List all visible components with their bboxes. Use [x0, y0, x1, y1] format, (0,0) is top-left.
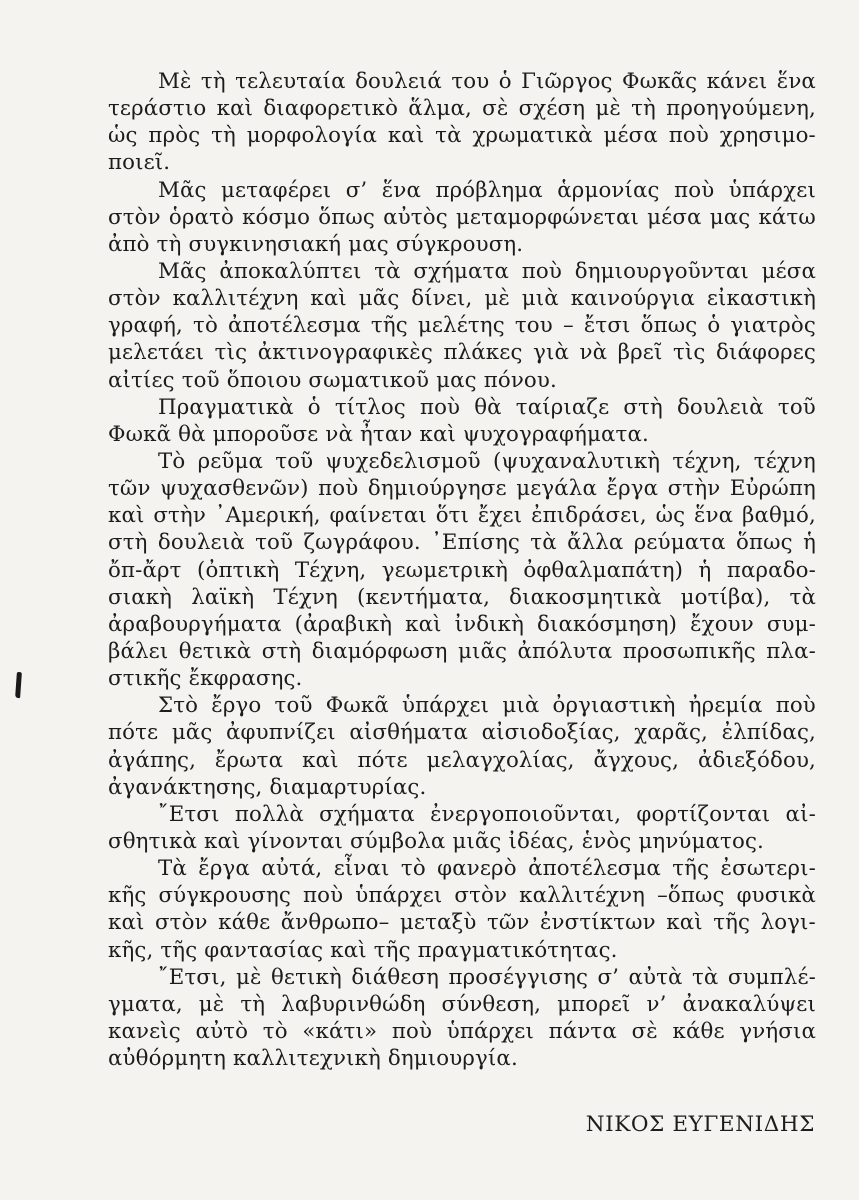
- text-line: γραφή, τὸ ἀποτέλεσμα τῆς μελέτης του – ἔτσι ὅπως ὁ γιατρὸς: [108, 313, 816, 339]
- text-line: βάλει θετικὰ στὴ διαμόρφωση μιᾶς ἀπόλυτα προσωπικῆς πλα-: [108, 638, 816, 664]
- text-line: Μᾶς ἀποκαλύπτει τὰ σχήματα ποὺ δημιουργοῦνται μέσα: [158, 258, 816, 284]
- text-line: σιακὴ λαϊκὴ Τέχνη (κεντήματα, διακοσμητικὰ μοτίβα), τὰ: [108, 584, 816, 610]
- ink-mark: [15, 672, 22, 698]
- text-line: Μὲ τὴ τελευταία δουλειά του ὁ Γιῶργος Φωκᾶς κάνει ἕνα: [158, 69, 816, 94]
- text-line: ῎Ετσι πολλὰ σχήματα ἐνεργοποιοῦνται, φορτίζονται αἰ-: [158, 801, 816, 827]
- text-line: κῆς σύγκρουσης ποὺ ὑπάρχει στὸν καλλιτέχνη –ὅπως φυσικὰ: [108, 883, 816, 909]
- text-line: Τὸ ρεῦμα τοῦ ψυχεδελισμοῦ (ψυχαναλυτικὴ τέχνη, τέχνη: [158, 448, 816, 474]
- text-line: κανεὶς αὐτὸ τὸ «κάτι» ποὺ ὑπάρχει πάντα σὲ κάθε γνήσια: [108, 1018, 816, 1044]
- body-text: [108, 68, 816, 1072]
- text-line: Πραγματικὰ ὁ τίτλος ποὺ θὰ ταίριαζε στὴ δουλειὰ τοῦ: [158, 394, 816, 420]
- text-line: μελετάει τὶς ἀκτινογραφικὲς πλάκες γιὰ νὰ βρεῖ τὶς διάφορες: [108, 340, 816, 366]
- text-line: στὸν ὁρατὸ κόσμο ὅπως αὐτὸς μεταμορφώνεται μέσα μας κάτω: [108, 204, 816, 230]
- text-line: καὶ στὸν κάθε ἄνθρωπο– μεταξὺ τῶν ἐνστίκτων καὶ τῆς λογι-: [108, 910, 816, 936]
- text-line: σθητικὰ καὶ γίνονται σύμβολα μιᾶς ἰδέας, ἑνὸς μηνύματος.: [108, 828, 764, 854]
- text-line: Φωκᾶ θὰ μποροῦσε νὰ ἦταν καὶ ψυχογραφήματα.: [108, 421, 649, 447]
- text-line: ῎Ετσι, μὲ θετικὴ διάθεση προσέγγισης σ’ αὐτὰ τὰ συμπλέ-: [158, 964, 816, 990]
- text-line: πότε μᾶς ἀφυπνίζει αἰσθήματα αἰσιοδοξίας, χαρᾶς, ἐλπίδας,: [108, 720, 816, 746]
- text-line: αὐθόρμητη καλλιτεχνικὴ δημιουργία.: [108, 1046, 518, 1072]
- text-line: καὶ στὴν ᾿Αμερική, φαίνεται ὅτι ἔχει ἐπιδράσει, ὡς ἕνα βαθμό,: [108, 503, 816, 529]
- text-line: Τὰ ἔργα αὐτά, εἶναι τὸ φανερὸ ἀποτέλεσμα τῆς ἐσωτερι-: [158, 856, 816, 882]
- text-line: ἀγάπης, ἔρωτα καὶ πότε μελαγχολίας, ἄγχους, ἀδιεξόδου,: [108, 747, 816, 773]
- text-line: στὸν καλλιτέχνη καὶ μᾶς δίνει, μὲ μιὰ καινούργια εἰκαστικὴ: [108, 286, 816, 312]
- text-line: ὄπ-ἄρτ (ὀπτικὴ Τέχνη, γεωμετρικὴ ὀφθαλμαπάτη) ἡ παραδο-: [108, 557, 816, 583]
- text-line: στικῆς ἔκφρασης.: [108, 666, 303, 692]
- text-line: κῆς, τῆς φαντασίας καὶ τῆς πραγματικότητας.: [108, 937, 618, 963]
- text-line: ἀπὸ τὴ συγκινησιακή μας σύγκρουση.: [108, 231, 524, 257]
- author-signature: ΝΙΚΟΣ ΕΥΓΕΝΙΔΗΣ: [585, 1112, 815, 1137]
- text-line: γματα, μὲ τὴ λαβυρινθώδη σύνθεση, μπορεῖ ν’ ἀνακαλύψει: [108, 991, 816, 1017]
- text-line: Στὸ ἔργο τοῦ Φωκᾶ ὑπάρχει μιὰ ὀργιαστικὴ ἠρεμία ποὺ: [158, 693, 816, 719]
- text-line: ὡς πρὸς τὴ μορφολογία καὶ τὰ χρωματικὰ μέσα ποὺ χρησιμο-: [108, 123, 816, 149]
- text-line: ἀγανάκτησης, διαμαρτυρίας.: [108, 774, 427, 800]
- text-line: ἀραβουργήματα (ἀραβικὴ καὶ ἰνδικὴ διακόσμηση) ἔχουν συμ-: [108, 611, 816, 637]
- text-line: τῶν ψυχασθενῶν) ποὺ δημιούργησε μεγάλα ἔργα στὴν Εὐρώπη: [108, 476, 816, 502]
- text-line: στὴ δουλειὰ τοῦ ζωγράφου. ᾿Επίσης τὰ ἄλλα ρεύματα ὅπως ἡ: [108, 530, 816, 556]
- text-line: Μᾶς μεταφέρει σ’ ἕνα πρόβλημα ἁρμονίας ποὺ ὑπάρχει: [158, 177, 816, 203]
- text-line: τεράστιο καὶ διαφορετικὸ ἅλμα, σὲ σχέση μὲ τὴ προηγούμενη,: [108, 96, 816, 122]
- text-line: αἰτίες τοῦ ὅποιου σωματικοῦ μας πόνου.: [108, 367, 557, 393]
- text-line: ποιεῖ.: [108, 150, 171, 176]
